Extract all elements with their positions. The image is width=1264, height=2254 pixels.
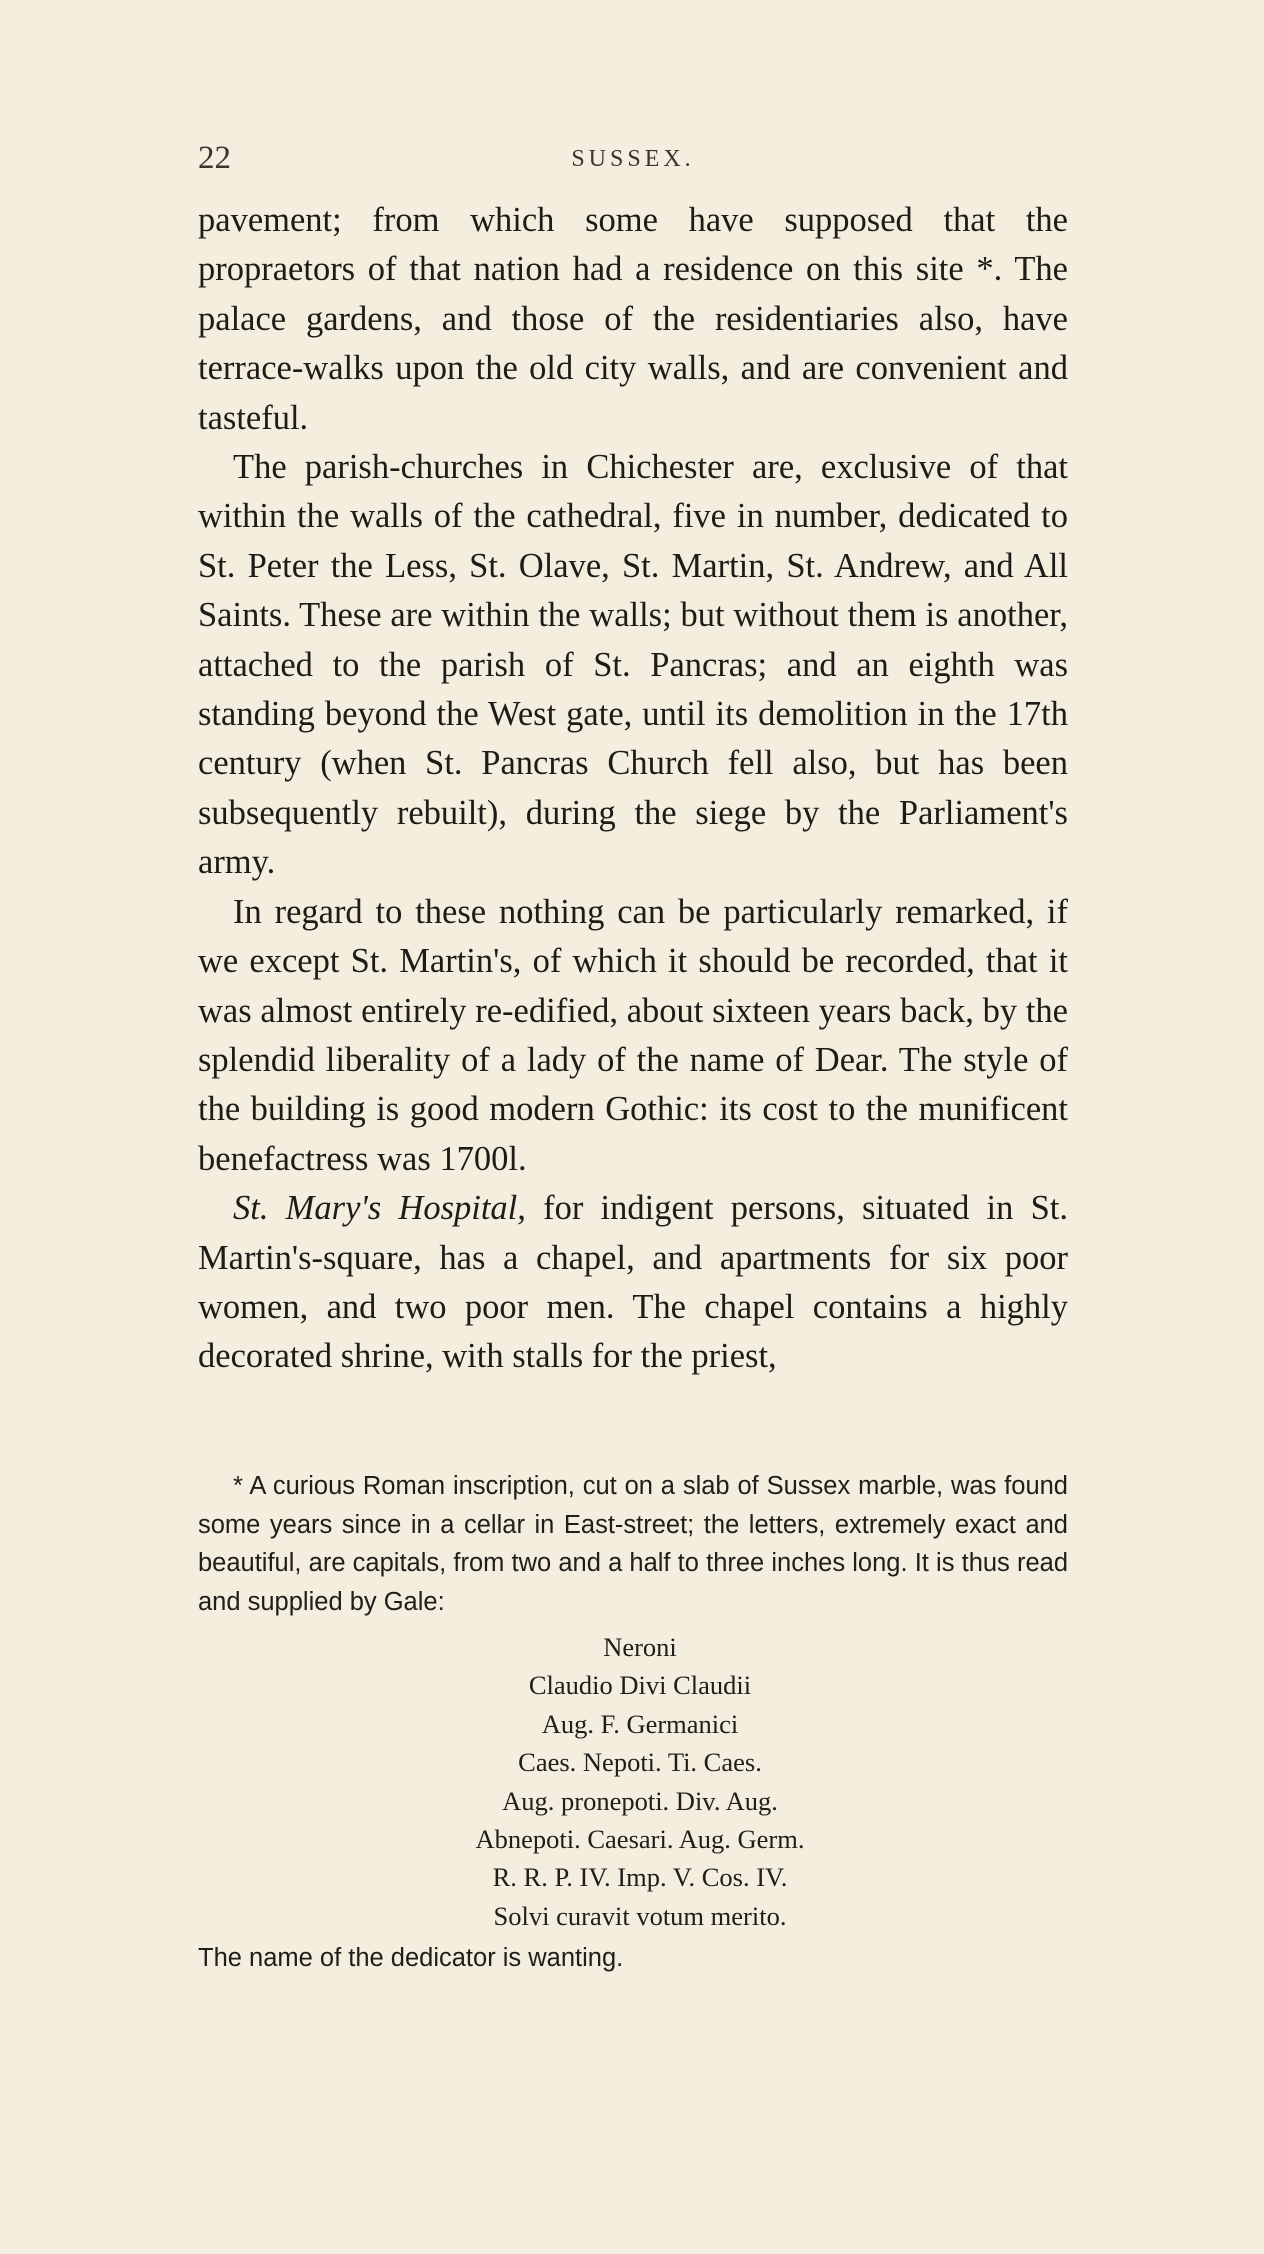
hospital-text: for indigent persons, situated in St. Martin's-square, has a chapel, and apartments for six poor women, and two poor men. The chapel contains a highly decorated shrine, with stalls for the priest,: [198, 1189, 1068, 1376]
inscription-line: Neroni: [603, 1632, 677, 1662]
inscription-line: R. R. P. IV. Imp. V. Cos. IV.: [492, 1862, 788, 1893]
inscription-line: Solvi curavit votum merito.: [493, 1900, 787, 1931]
footnote-section: [198, 1467, 1068, 1978]
page-number: 22: [198, 140, 231, 176]
running-head: SUSSEX.: [571, 146, 695, 172]
page-header: [198, 140, 1068, 180]
footnote-tail: The name of the dedicator is wanting.: [198, 1944, 624, 1973]
inscription: [198, 1628, 1068, 1935]
hospital-title: St. Mary's Hospital,: [233, 1189, 526, 1228]
inscription-line: Claudio Divi Claudii: [528, 1670, 752, 1701]
paragraph-parish-churches: The parish-churches in Chichester are, exclusive of that within the walls of the cathedral, five in number, dedicated to St. Peter the Less, St. Olave, St. Martin, St. Andrew, and All Saints. These are within the walls; but without them is another, attached to the parish of St. Pancras; and an eighth was standing beyond the West gate, until its demolition in the 17th century (when St. Pancras Church fell also, but has been subsequently rebuilt), during the siege by the Parliament's army.: [198, 448, 1068, 882]
inscription-line: Abnepoti. Caesari. Aug. Germ.: [475, 1824, 805, 1855]
paragraph-st-martins: In regard to these nothing can be particularly remarked, if we except St. Martin's, of which it should be recorded, that it was almost entirely re-edified, about sixteen years back, by the splendid liberality of a lady of the name of Dear. The style of the building is good modern Gothic: its cost to the munificent benefactress was 1700l.: [198, 892, 1068, 1178]
main-text: [198, 196, 1068, 1382]
inscription-line: Aug. pronepoti. Div. Aug.: [502, 1785, 778, 1816]
paragraph-pavement: pavement; from which some have supposed that the propraetors of that nation had a residence on this site *. The palace gardens, and those of the residentiaries also, have terrace-walks upon the old city walls, and are convenient and tasteful.: [198, 201, 1068, 437]
paragraph-st-marys-hospital: [198, 1184, 1068, 1382]
inscription-line: Aug. F. Germanici: [541, 1708, 739, 1739]
inscription-line: Caes. Nepoti. Ti. Caes.: [518, 1747, 762, 1778]
footnote-text: * A curious Roman inscription, cut on a slab of Sussex marble, was found some years since in a cellar in East-street; the letters, extremely exact and beautiful, are capitals, from two and a half to three inches long. It is thus read and supplied by Gale:: [198, 1472, 1068, 1616]
